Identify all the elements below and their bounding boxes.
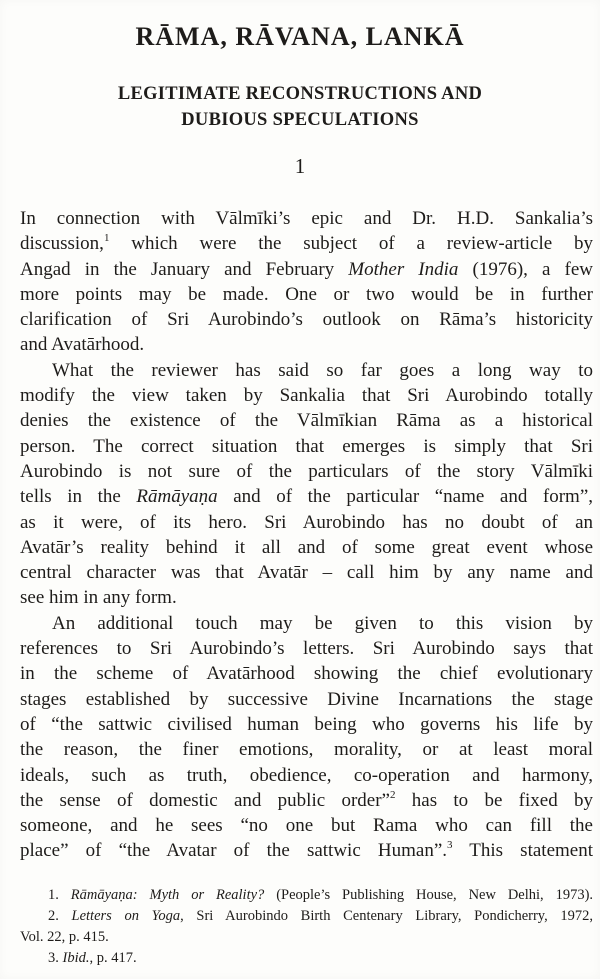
body-text	[20, 206, 593, 864]
text-line	[20, 307, 593, 332]
text-line	[20, 358, 593, 383]
page-subtitle	[0, 81, 600, 133]
text-line	[20, 408, 593, 433]
text-run: central character was that Avatār – call him by any name and	[20, 562, 593, 584]
text-line	[20, 611, 593, 636]
section-number: 1	[294, 154, 306, 178]
text-run: An additional touch may be given to this vision by	[52, 612, 593, 634]
text-run: This statement	[452, 840, 593, 862]
text-run: Vol. 22, p. 415.	[20, 928, 109, 945]
text-line	[20, 763, 593, 788]
text-run: which were the subject of a review-article by	[109, 233, 593, 255]
text-run: as it were, of its hero. Sri Aurobindo has no doubt of an	[20, 511, 593, 533]
text-run: What the reviewer has said so far goes a long way to	[52, 359, 593, 381]
footnote-marker: 3	[447, 839, 453, 852]
text-run: 3.	[48, 949, 63, 966]
text-run: of “the sattwic civilised human being who governs his life by	[20, 713, 593, 735]
text-line	[20, 257, 593, 282]
text-line	[20, 332, 593, 357]
text-line	[20, 560, 593, 585]
subtitle-line-1: LEGITIMATE RECONSTRUCTIONS AND	[117, 84, 483, 104]
text-line	[20, 459, 593, 484]
page-title: RĀMA, RĀVANA, LANKĀ	[135, 22, 465, 51]
text-run: 2.	[48, 907, 72, 924]
text-line	[20, 206, 593, 231]
text-line	[20, 737, 593, 762]
text-run: (People’s Publishing House, New Delhi, 1973).	[264, 886, 593, 903]
text-run: in the scheme of Avatārhood showing the chief evolutionary	[20, 663, 593, 685]
text-line	[20, 383, 593, 408]
text-run: tells in the	[20, 486, 137, 508]
text-run: someone, and he sees “no one but Rama who can fill the	[20, 815, 593, 837]
italic-text: Rāmāyaṇa: Myth or Reality?	[70, 886, 265, 903]
text-run: Avatār’s reality behind it all and of some great event whose	[20, 536, 593, 558]
text-run: , Sri Aurobindo Birth Centenary Library, Pondicherry, 1972,	[180, 907, 593, 924]
footnote	[20, 948, 593, 969]
text-run: Aurobindo is not sure of the particulars of the story Vālmīki	[20, 460, 593, 482]
text-line	[20, 838, 593, 863]
text-line	[20, 231, 593, 256]
text-run: more points may be made. One or two would be in further	[20, 283, 593, 305]
text-run: references to Sri Aurobindo’s letters. Sri Aurobindo says that	[20, 638, 593, 660]
text-run: and of the particular “name and form”,	[217, 486, 593, 508]
footnote	[20, 885, 593, 906]
text-line	[20, 282, 593, 307]
text-line	[20, 510, 593, 535]
text-line	[20, 535, 593, 560]
text-run: ideals, such as truth, obedience, co-operation and harmony,	[20, 764, 593, 786]
text-run: and Avatārhood.	[20, 334, 145, 356]
paragraph	[20, 611, 593, 864]
text-run: see him in any form.	[20, 587, 177, 609]
footnote	[20, 906, 593, 927]
italic-text: Mother India	[348, 258, 459, 280]
subtitle-line-2: DUBIOUS SPECULATIONS	[181, 110, 419, 130]
text-line	[20, 636, 593, 661]
text-run: has to be fixed by	[395, 789, 593, 811]
text-run: Angad in the January and February	[20, 258, 349, 280]
text-run: 1.	[48, 886, 71, 903]
text-line	[20, 712, 593, 737]
italic-text: Letters on Yoga	[71, 907, 181, 924]
paragraph	[20, 206, 593, 358]
text-run: In connection with Vālmīki’s epic and Dr. H.D. Sankalia’s	[20, 208, 593, 229]
footnote	[20, 927, 593, 948]
footnote-marker: 1	[103, 231, 110, 244]
text-run: the reason, the finer emotions, morality, or at least moral	[20, 739, 593, 761]
text-line	[20, 484, 593, 509]
text-run: the sense of domestic and public order”	[20, 789, 390, 811]
text-line	[20, 585, 593, 610]
italic-text: Ibid.	[62, 949, 90, 966]
text-run: denies the existence of the Vālmīkian Rāma as a historical	[20, 410, 593, 432]
text-line	[20, 434, 593, 459]
footnote-marker: 2	[389, 788, 396, 801]
paragraph	[20, 358, 593, 611]
text-line	[20, 661, 593, 686]
text-line	[20, 687, 593, 712]
text-run: place” of “the Avatar of the sattwic Human”.	[20, 840, 448, 862]
text-run: clarification of Sri Aurobindo’s outlook on Rāma’s historicity	[20, 309, 593, 331]
text-run: discussion,	[20, 233, 104, 255]
italic-text: Rāmāyaṇa	[136, 486, 218, 508]
text-run: modify the view taken by Sankalia that Sri Aurobindo totally	[20, 385, 593, 407]
text-run: stages established by successive Divine Incarnations the stage	[20, 688, 593, 710]
text-line	[20, 788, 593, 813]
text-run: person. The correct situation that emerges is simply that Sri	[20, 435, 593, 457]
text-run: , p. 417.	[89, 949, 137, 966]
text-run: (1976), a few	[458, 258, 593, 280]
footnotes	[20, 885, 593, 969]
text-line	[20, 813, 593, 838]
